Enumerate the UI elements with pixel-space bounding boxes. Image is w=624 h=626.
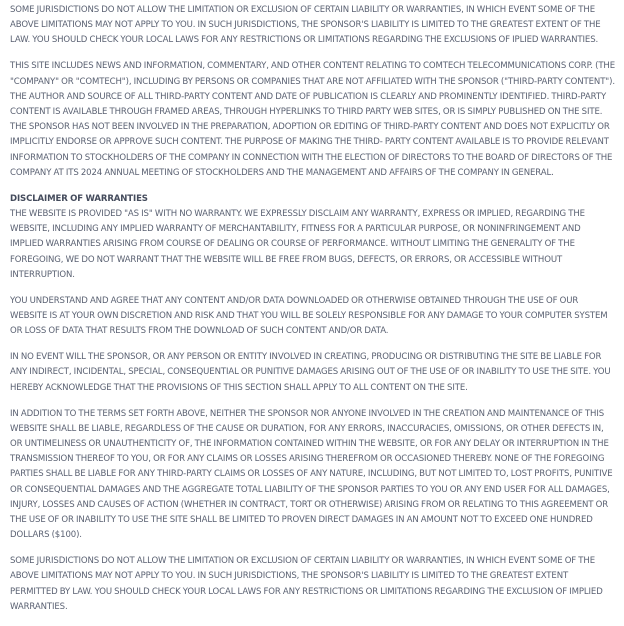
section-heading-disclaimer: DISCLAIMER OF WARRANTIES: [10, 193, 148, 204]
legal-document: [10, 3, 616, 626]
paragraph-jurisdictions-top: SOME JURISDICTIONS DO NOT ALLOW THE LIMITATION OR EXCLUSION OF CERTAIN LIABILITY OR WARRANTIES, IN WHICH EVENT SOME OF THE ABOVE LIMITATIONS MAY NOT APPLY TO YOU. IN SUCH JURISDICTIONS, THE SPONSOR'S LIABILITY IS LIMITED TO THE GREATEST EXTENT OF THE LAW. YOU SHOULD CHECK YOUR LOCAL LAWS FOR ANY RESTRICTIONS OR LIMITATIONS REGARDING THE EXCLUSIONS OF IPLIED WARRANTIES.: [10, 5, 601, 46]
paragraph-third-party-content: THIS SITE INCLUDES NEWS AND INFORMATION, COMMENTARY, AND OTHER CONTENT RELATING TO COMTECH TELECOMMUNICATIONS CORP. (THE "COMPANY" OR "COMTECH"), INCLUDING BY PERSONS OR COMPANIES THAT ARE NOT AFFILIATED WITH THE SPONSOR ("THIRD-PARTY CONTENT"). THE AUTHOR AND SOURCE OF ALL THIRD-PARTY CONTENT AND DATE OF PUBLICATION IS CLEARLY AND PROMINENTLY IDENTIFIED. THIRD-PARTY CONTENT IS AVAILABLE THROUGH FRAMED AREAS, THROUGH HYPERLINKS TO THIRD PARTY WEB SITES, OR IS SIMPLY PUBLISHED ON THE SITE. THE SPONSOR HAS NOT BEEN INVOLVED IN THE PREPARATION, ADOPTION OR EDITING OF THIRD-PARTY CONTENT AND DOES NOT EXPLICITLY OR IMPLICITLY ENDORSE OR APPROVE SUCH CONTENT. THE PURPOSE OF MAKING THE THIRD- PARTY CONTENT AVAILABLE IS TO PROVIDE RELEVANT INFORMATION TO STOCKHOLDERS OF THE COMPANY IN CONNECTION WITH THE ELECTION OF DIRECTORS TO THE BOARD OF DIRECTORS OF THE COMPANY AT ITS 2024 ANNUAL MEETING OF STOCKHOLDERS AND THE MANAGEMENT AND AFFAIRS OF THE COMPANY IN GENERAL.: [10, 61, 616, 178]
paragraph-jurisdictions-bottom: SOME JURISDICTIONS DO NOT ALLOW THE LIMITATION OR EXCLUSION OF CERTAIN LIABILITY OR WARRANTIES, IN WHICH EVENT SOME OF THE ABOVE LIMITATIONS MAY NOT APPLY TO YOU. IN SUCH JURISDICTIONS, THE SPONSOR'S LIABILITY IS LIMITED TO THE GREATEST EXTENT PERMITTED BY LAW. YOU SHOULD CHECK YOUR LOCAL LAWS FOR ANY RESTRICTIONS OR LIMITATIONS REGARDING THE EXCLUSION OF IMPLIED WARRANTIES.: [10, 556, 603, 612]
paragraph-as-is-warranty: THE WEBSITE IS PROVIDED "AS IS" WITH NO WARRANTY. WE EXPRESSLY DISCLAIM ANY WARRANTY, EXPRESS OR IMPLIED, REGARDING THE WEBSITE, INCLUDING ANY IMPLIED WARRANTY OF MERCHANTABILITY, FITNESS FOR A PARTICULAR PURPOSE, OR NONINFRINGEMENT AND IMPLIED WARRANTIES ARISING FROM COURSE OF DEALING OR COURSE OF PERFORMANCE. WITHOUT LIMITING THE GENERALITY OF THE FOREGOING, WE DO NOT WARRANT THAT THE WEBSITE WILL BE FREE FROM BUGS, DEFECTS, OR ERRORS, OR ACCESSIBLE WITHOUT INTERRUPTION.: [10, 209, 585, 280]
paragraph-no-liability: IN NO EVENT WILL THE SPONSOR, OR ANY PERSON OR ENTITY INVOLVED IN CREATING, PRODUCING OR DISTRIBUTING THE SITE BE LIABLE FOR ANY INDIRECT, INCIDENTAL, SPECIAL, CONSEQUENTIAL OR PUNITIVE DAMAGES ARISING OUT OF THE USE OF OR INABILITY TO USE THE SITE. YOU HEREBY ACKNOWLEDGE THAT THE PROVISIONS OF THIS SECTION SHALL APPLY TO ALL CONTENT ON THE SITE.: [10, 352, 611, 393]
paragraph-limitation-of-liability: IN ADDITION TO THE TERMS SET FORTH ABOVE, NEITHER THE SPONSOR NOR ANYONE INVOLVED IN THE CREATION AND MAINTENANCE OF THIS WEBSITE SHALL BE LIABLE, REGARDLESS OF THE CAUSE OR DURATION, FOR ANY ERRORS, INACCURACIES, OMISSIONS, OR OTHER DEFECTS IN, OR UNTIMELINESS OR UNAUTHENTICITY OF, THE INFORMATION CONTAINED WITHIN THE WEBSITE, OR FOR ANY DELAY OR INTERRUPTION IN THE TRANSMISSION THEREOF TO YOU, OR FOR ANY CLAIMS OR LOSSES ARISING THEREFROM OR OCCASIONED THEREBY. NONE OF THE FOREGOING PARTIES SHALL BE LIABLE FOR ANY THIRD-PARTY CLAIMS OR LOSSES OF ANY NATURE, INCLUDING, BUT NOT LIMITED TO, LOST PROFITS, PUNITIVE OR CONSEQUENTIAL DAMAGES AND THE AGGREGATE TOTAL LIABILITY OF THE SPONSOR PARTIES TO YOU OR ANY END USER FOR ALL DAMAGES, INJURY, LOSSES AND CAUSES OF ACTION (WHETHER IN CONTRACT, TORT OR OTHERWISE) ARISING FROM OR RELATING TO THIS AGREEMENT OR THE USE OF OR INABILITY TO USE THE SITE SHALL BE LIMITED TO PROVEN DIRECT DAMAGES IN AN AMOUNT NOT TO EXCEED ONE HUNDRED DOLLARS ($100).: [10, 408, 613, 541]
paragraph-download-risk: YOU UNDERSTAND AND AGREE THAT ANY CONTENT AND/OR DATA DOWNLOADED OR OTHERWISE OBTAINED THROUGH THE USE OF OUR WEBSITE IS AT YOUR OWN DISCRETION AND RISK AND THAT YOU WILL BE SOLELY RESPONSIBLE FOR ANY DAMAGE TO YOUR COMPUTER SYSTEM OR LOSS OF DATA THAT RESULTS FROM THE DOWNLOAD OF SUCH CONTENT AND/OR DATA.: [10, 295, 608, 337]
